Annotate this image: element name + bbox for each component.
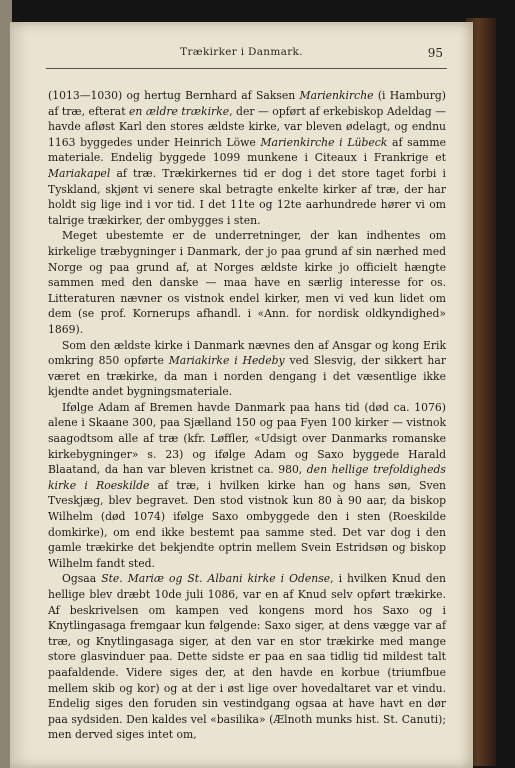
paragraph <box>48 88 446 228</box>
running-title: Trækirker i Danmark. <box>180 46 303 58</box>
italic-text: Ste. Mariæ og St. Albani kirke i Odense <box>101 572 331 586</box>
italic-text: Marienkirche i Lübeck <box>260 135 388 149</box>
text-run: (1013—1030) og hertug Bernhard af Saksen <box>48 89 300 102</box>
text-run: Som den ældste kirke i Danmark nævnes den af Ansgar og kong Erik omkring 850 opførte <box>48 338 446 368</box>
text-run: Ifølge Adam af Bremen havde Danmark paa hans tid (død ca. 1076) alene i Skaane 300, paa Sjælland 150 og paa Fyen 100 kirker — vistnok saagodtsom alle af træ (kfr. Løffler, «Udsigt over Danmarks romanske kirkebygninger» s. 23) og ifølge Adam og Saxo byggede Harald Blaatand, da han var bleven kristnet ca. 980, <box>48 400 446 477</box>
book-page <box>10 22 473 768</box>
italic-text: en ældre trækirke <box>129 104 230 118</box>
text-run: Meget ubestemte er de underretninger, der kan indhentes om kirkelige træbygninger i Danmark, der jo paa grund af sin nærhed med Norge og paa grund af, at Norges ældste kirke jo officielt hængte sammen med den danske — maa have en særlig interesse for os. Litteraturen nævner os vistnok endel kirker, men vi ved kun lidet om dem (se prof. Kornerups afhandl. i «Ann. for nordisk oldkyndighed» 1869). <box>48 229 446 336</box>
italic-text: den hellige trefoldigheds kirke i Roeskilde <box>48 463 446 492</box>
italic-text: Mariakapel <box>48 166 111 180</box>
italic-text: Mariakirke i Hedeby <box>168 354 285 368</box>
text-run: ved Slesvig, der sikkert har været en trækirke, da man i norden dengang i det væsentlige ikke kjendte andet bygningsmateriale. <box>48 354 446 399</box>
italic-text: Marienkirche <box>299 89 374 102</box>
page-number: 95 <box>427 46 443 60</box>
paragraph <box>48 228 446 337</box>
text-run: Ogsaa <box>62 572 102 586</box>
header-rule <box>46 68 447 69</box>
text-run: , i hvilken Knud den hellige blev dræbt 10de juli 1086, var en af Knud selv opført trækirke. Af beskrivelsen om kampen ved kongens mord hos Saxo og i Knytlingasaga fremgaar kun følgende: Saxo siger, at dens vægge var af træ, og Knytlingasaga siger, at den var en stor trækirke med mange store glasvinduer paa. Dette sidste er paa en saa tidlig tid mildest talt paafaldende. Videre siges der, at den havde en korbue (triumfbue mellem skib og kor) og at der i øst lige over hovedaltaret var et vindu. Endelig siges den foruden sin vestindgang ogsaa at have havt en dør paa sydsiden. Den kaldes vel «basilika» (Ælnoth munks hist. St. Canuti); men derved siges intet om, <box>48 572 446 742</box>
paragraph <box>48 400 446 572</box>
page-header <box>10 46 473 64</box>
text-run: af træ. Trækirkernes tid er dog i det store taget forbi i Tyskland, skjønt vi senere skal betragte enkelte kirker af træ, der har holdt sig lige ind i vor tid. I det 11te og 12te aarhundrede hører vi om talrige trækirker, der ombygges i sten. <box>48 166 446 227</box>
paragraph <box>48 338 446 400</box>
body-text <box>48 88 446 743</box>
text-run: , der — opført af erkebiskop Adeldag — havde afløst Karl den stores ældste kirke, var bleven ødelagt, og endnu 1163 byggedes under Heinrich Löwe <box>48 104 446 149</box>
text-run: af samme materiale. Endelig byggede 1099 munkene i Citeaux i Frankrige et <box>48 135 447 165</box>
paragraph <box>48 571 446 743</box>
text-run: (i Hamburg) af træ, efterat <box>48 89 447 118</box>
text-run: af træ, i hvilken kirke han og hans søn, Sven Tveskjæg, blev begravet. Den stod vistnok kun 80 à 90 aar, da biskop Wilhelm (død 1074) ifølge Saxo ombyggede den i sten (Roeskilde domkirke), om end ikke bestemt paa samme sted. Det var dog i den gamle trækirke det bekjendte optrin mellem Svein Estridsøn og biskop Wilhelm fandt sted. <box>48 478 446 570</box>
